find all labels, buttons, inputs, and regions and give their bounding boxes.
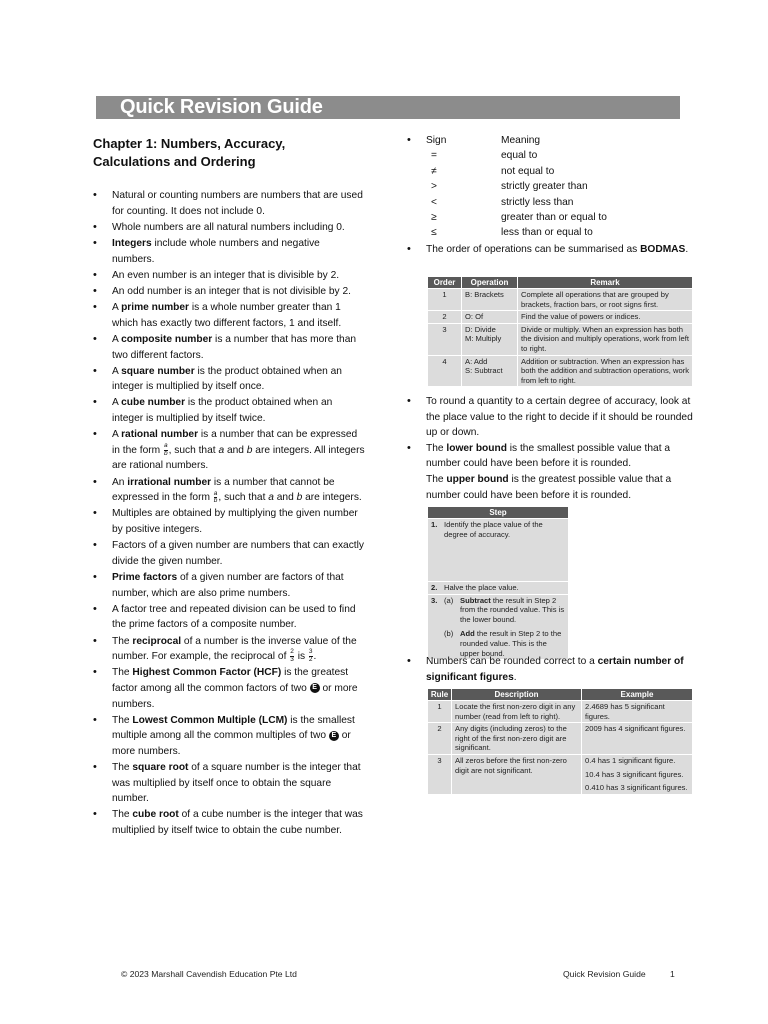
- page-banner: [96, 96, 680, 119]
- list-item: • Integers include whole numbers and negative numbers.: [93, 236, 365, 267]
- fraction-two-thirds: $\frac{2}{3}$: [290, 648, 294, 663]
- definitions-list: [93, 188, 365, 839]
- list-item: • Natural or counting numbers are numbers that are used for counting. It does not include 0.: [93, 188, 365, 219]
- list-item: • The reciprocal of a number is the inverse value of the number. For example, the reciprocal of $\frac{2}{3}$ is $\frac{3}{2}$ .: [93, 634, 365, 665]
- list-item: • A cube number is the product obtained when an integer is multiplied by itself twice.: [93, 395, 365, 426]
- table-row: 2 Any digits (including zeros) to the right of the first non-zero digit are significant. 2009 has 4 significant figures.: [428, 723, 693, 755]
- list-item: • The cube root of a cube number is the integer that was multiplied by itself twice to obtain the cube number.: [93, 807, 365, 838]
- list-item: • A square number is the product obtained when an integer is multiplied by itself once.: [93, 364, 365, 395]
- footer-page-number: 1: [670, 969, 675, 979]
- list-item: • An odd number is an integer that is not divisible by 2.: [93, 284, 365, 300]
- list-item: • An irrational number is a number that cannot be expressed in the form $\frac{a}{b}$ , such that a and b are integers.: [93, 475, 365, 506]
- table-row: 1 B: Brackets Complete all operations that are grouped by brackets, fraction bars, or root signs first.: [428, 289, 693, 311]
- right-column: [407, 133, 697, 257]
- table-header-row: Rule Description Example: [428, 689, 693, 701]
- sign-row: ≤ less than or equal to: [431, 227, 593, 239]
- list-item: • A composite number is a number that has more than two different factors.: [93, 332, 365, 363]
- table-row: 4 A: Add S: Subtract Addition or subtraction. When an expression has both the addition and subtraction operations, work from left to right.: [428, 355, 693, 387]
- chapter-title: Chapter 1: Numbers, Accuracy, Calculations and Ordering: [93, 136, 286, 169]
- list-item: [407, 133, 697, 241]
- fraction-a-over-b: $\frac{a}{b}$: [163, 442, 168, 457]
- table-row: 3 All zeros before the first non-zero digit are not significant. 0.4 has 1 significant figure. 10.4 has 3 significant figures. 0.410 has 3 significant figures.: [428, 754, 693, 794]
- banner-title: Quick Revision Guide: [120, 96, 323, 118]
- sigfig-list: [407, 654, 697, 685]
- extended-badge-icon: E: [310, 683, 320, 693]
- bounds-steps-table: [427, 506, 569, 660]
- sigfig-section: [407, 654, 697, 685]
- sign-row: = equal to: [431, 150, 538, 162]
- list-item: • The Lowest Common Multiple (LCM) is the smallest multiple among all the common multiples of two E or more numbers.: [93, 713, 365, 760]
- sign-row: ≥ greater than or equal to: [431, 212, 607, 224]
- list-item: • An even number is an integer that is divisible by 2.: [93, 268, 365, 284]
- list-item: • A factor tree and repeated division can be used to find the prime factors of a composite number.: [93, 602, 365, 633]
- footer-copyright: © 2023 Marshall Cavendish Education Pte Ltd: [121, 969, 297, 979]
- footer-guide-title: Quick Revision Guide: [563, 969, 646, 979]
- table-header-row: Step: [428, 507, 569, 519]
- signs-header: [426, 133, 697, 148]
- table-row: 1. Identify the place value of the degree of accuracy.: [428, 519, 569, 582]
- table-row: 3 D: Divide M: Multiply Divide or multiply. When an expression has both the division and multiply operations, work from left to right.: [428, 323, 693, 355]
- left-column: [93, 135, 365, 839]
- rounding-list: [407, 394, 697, 503]
- signs-header-sign: • Sign: [426, 135, 447, 146]
- list-item: • Whole numbers are all natural numbers including 0.: [93, 220, 365, 236]
- list-item: • The lower bound is the smallest possible value that a number could have been before it is rounded. The upper bound is the greatest possible value that a number could have been before it is rounded.: [407, 441, 697, 503]
- table-row: 3. (a) Subtract the result in Step 2 from the rounded value. This is the lower bound. (b) Add the result in Step 2 to the rounded value. This is the upper bound.: [428, 594, 569, 660]
- list-item: • A rational number is a number that can be expressed in the form $\frac{a}{b}$ , such that a and b are integers. All integers are rational numbers.: [93, 427, 365, 474]
- list-item: • A prime number is a whole number greater than 1 which has exactly two different factors, 1 and itself.: [93, 300, 365, 331]
- rounding-section: [407, 394, 697, 503]
- extended-badge-icon: E: [329, 731, 339, 741]
- significant-figures-table: [427, 688, 693, 795]
- signs-header-meaning: Meaning: [501, 135, 541, 146]
- table-row: 2. Halve the place value.: [428, 582, 569, 595]
- signs-list: [407, 133, 697, 257]
- table-row: 2 O: Of Find the value of powers or indices.: [428, 311, 693, 324]
- table-row: 1 Locate the first non-zero digit in any number (read from left to right). 2.4689 has 5 significant figures.: [428, 701, 693, 723]
- sign-row: < strictly less than: [431, 196, 574, 208]
- list-item: • The order of operations can be summarised as BODMAS.: [407, 242, 697, 258]
- order-of-operations-table: [427, 276, 693, 387]
- list-item: • The square root of a square number is the integer that was multiplied by itself once to obtain the square number.: [93, 760, 365, 807]
- list-item: • To round a quantity to a certain degree of accuracy, look at the place value to the right to decide if it should be rounded up or down.: [407, 394, 697, 441]
- list-item: • The Highest Common Factor (HCF) is the greatest factor among all the common factors of two E or more numbers.: [93, 665, 365, 712]
- list-item: • Prime factors of a given number are factors of that number, which are also prime numbers.: [93, 570, 365, 601]
- list-item: • Numbers can be rounded correct to a certain number of significant figures.: [407, 654, 697, 685]
- table-header-row: Order Operation Remark: [428, 277, 693, 289]
- fraction-three-halves: $\frac{3}{2}$: [308, 648, 313, 663]
- list-item: • Multiples are obtained by multiplying the given number by positive integers.: [93, 506, 365, 537]
- sign-row: > strictly greater than: [431, 181, 588, 193]
- fraction-a-over-b: $\frac{a}{b}$: [213, 489, 218, 505]
- sign-row: ≠ not equal to: [431, 165, 555, 177]
- list-item: • Factors of a given number are numbers that can exactly divide the given number.: [93, 538, 365, 569]
